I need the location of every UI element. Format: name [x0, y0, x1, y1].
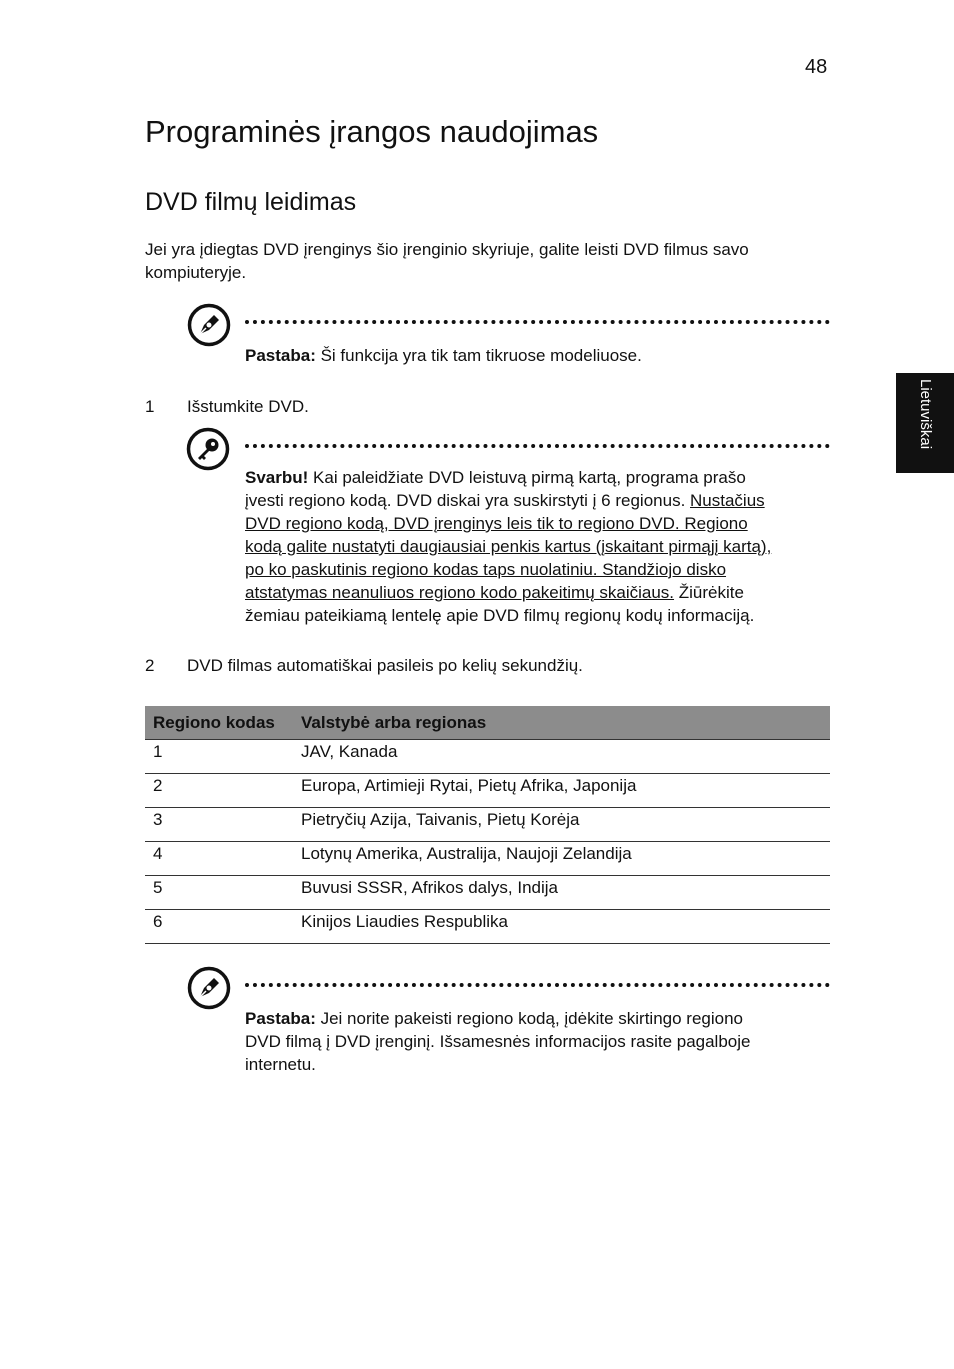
important-divider	[245, 444, 830, 448]
important-underlined: Nustačius	[690, 491, 765, 510]
important-label: Svarbu!	[245, 468, 309, 487]
step-number: 1	[145, 397, 155, 416]
region-code-table	[145, 706, 830, 944]
note-body: Ši funkcija yra tik tam tikruose modeliuose.	[315, 346, 642, 365]
note-label: Pastaba:	[245, 346, 316, 365]
section-title: DVD filmų leidimas	[145, 188, 357, 216]
step-text: DVD filmas automatiškai pasileis po kelių sekundžių.	[187, 656, 583, 675]
note-pen-icon	[187, 303, 231, 352]
table-header: Valstybė arba regionas	[293, 706, 830, 740]
note-body: Jei norite pakeisti regiono kodą, įdėkite skirtingo regiono	[315, 1009, 744, 1028]
important-line: įvesti regiono kodą. DVD diskai yra suskirstyti į 6 regionus.	[245, 491, 691, 510]
table-cell: JAV, Kanada	[293, 740, 830, 774]
page-title: Programinės įrangos naudojimas	[145, 114, 599, 149]
table-header-row	[145, 706, 830, 740]
table-header: Regiono kodas	[145, 706, 293, 740]
intro-paragraph: Jei yra įdiegtas DVD įrenginys šio įrenginio skyriuje, galite leisti DVD filmus savo kompiuteryje.	[145, 240, 749, 282]
important-text	[245, 466, 830, 627]
note-text	[245, 1007, 830, 1076]
table-row	[145, 774, 830, 808]
key-icon	[186, 427, 230, 476]
table-row	[145, 740, 830, 774]
table-row	[145, 876, 830, 910]
important-underlined: DVD regiono kodą, DVD įrenginys leis tik to regiono DVD. Regiono	[245, 514, 748, 533]
table-cell: Lotynų Amerika, Australija, Naujoji Zelandija	[293, 842, 830, 876]
table-cell: 4	[145, 842, 293, 876]
note-pen-icon	[187, 966, 231, 1015]
note-label: Pastaba:	[245, 1009, 316, 1028]
page-number: 48	[805, 56, 828, 78]
language-side-tab	[896, 373, 954, 473]
note-body: internetu.	[245, 1055, 316, 1074]
important-line: Žiūrėkite	[674, 583, 744, 602]
table-cell: 6	[145, 910, 293, 944]
table-cell: Kinijos Liaudies Respublika	[293, 910, 830, 944]
table-row	[145, 910, 830, 944]
table-cell: 1	[145, 740, 293, 774]
table-cell: 2	[145, 774, 293, 808]
table-cell: Europa, Artimieji Rytai, Pietų Afrika, Japonija	[293, 774, 830, 808]
note-body: DVD filmą į DVD įrenginį. Išsamesnės informacijos rasite pagalboje	[245, 1032, 751, 1051]
table-cell: 5	[145, 876, 293, 910]
table-cell: Buvusi SSSR, Afrikos dalys, Indija	[293, 876, 830, 910]
table-row	[145, 842, 830, 876]
note-divider	[245, 320, 830, 324]
table-cell: Pietryčių Azija, Taivanis, Pietų Korėja	[293, 808, 830, 842]
step-number: 2	[145, 656, 155, 675]
important-underlined: atstatymas neanuliuos regiono kodo pakeitimų skaičiaus.	[245, 583, 675, 602]
note-divider	[245, 983, 830, 987]
important-underlined: po ko paskutinis regiono kodas taps nuolatiniu. Standžiojo disko	[245, 560, 727, 579]
important-line: žemiau pateikiamą lentelę apie DVD filmų regionų kodų informaciją.	[245, 606, 755, 625]
important-underlined: kodą galite nustatyti daugiausiai penkis kartus (įskaitant pirmąjį kartą),	[245, 537, 772, 556]
table-cell: 3	[145, 808, 293, 842]
note-text	[245, 344, 825, 367]
step-text: Išstumkite DVD.	[187, 397, 309, 416]
table-row	[145, 808, 830, 842]
important-line: Kai paleidžiate DVD leistuvą pirmą kartą, programa prašo	[308, 468, 746, 487]
language-tab-label: Lietuviškai	[917, 379, 934, 450]
